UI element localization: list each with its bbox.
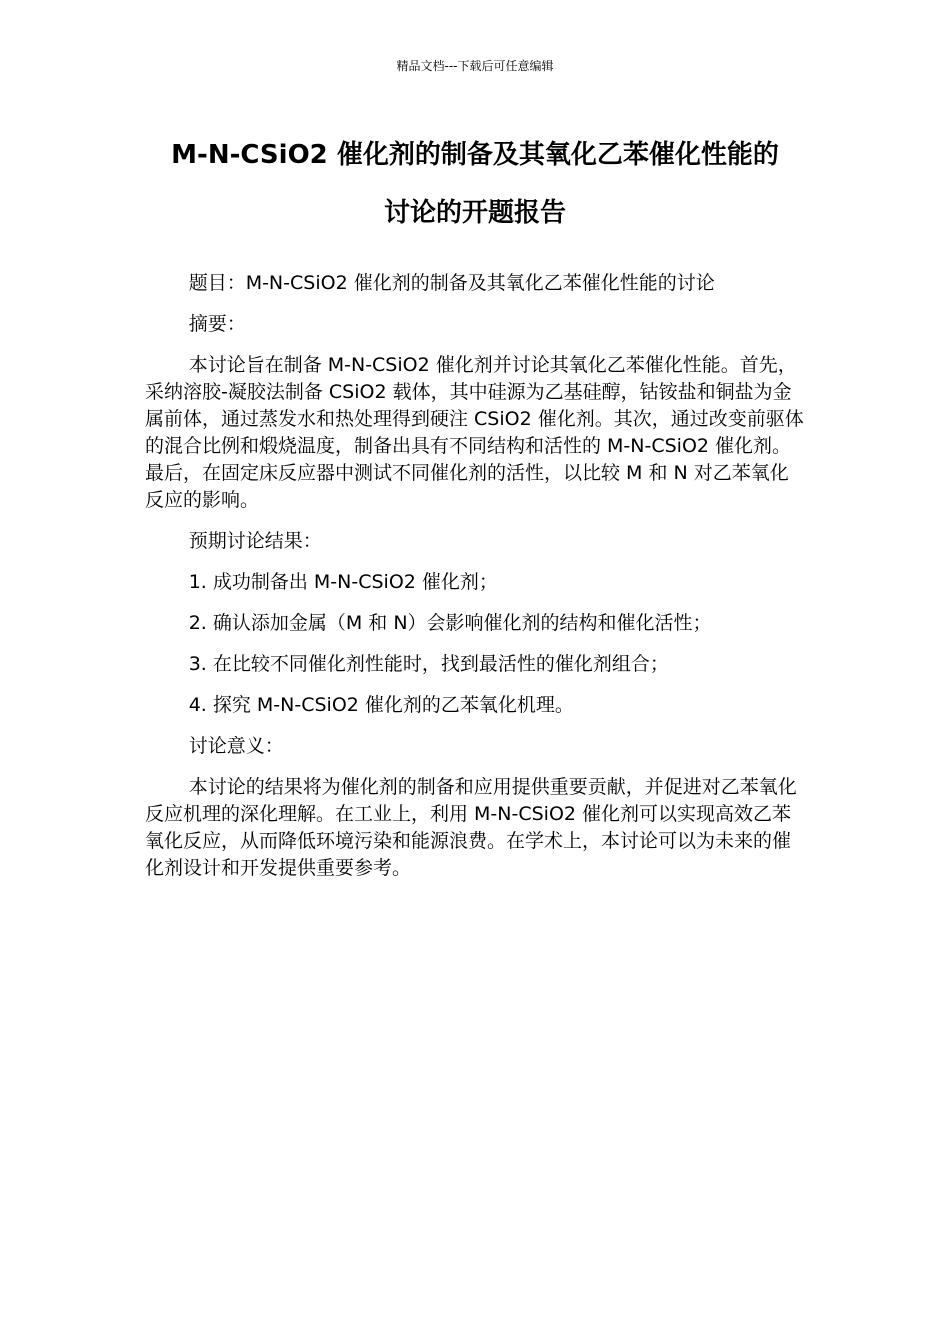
result-item: 3. 在比较不同催化剂性能时，找到最活性的催化剂组合； [188, 653, 669, 675]
topic-paragraph: 题目：M-N-CSiO2 催化剂的制备及其氧化乙苯催化性能的讨论 [188, 272, 715, 294]
abstract-label: 摘要： [188, 313, 246, 335]
expected-results-label: 预期讨论结果： [188, 530, 322, 552]
document-title-line-1: M-N-CSiO2 催化剂的制备及其氧化乙苯催化性能的 [171, 140, 779, 170]
result-item: 4. 探究 M-N-CSiO2 催化剂的乙苯氧化机理。 [188, 694, 574, 716]
document-title-line-2: 讨论的开题报告 [383, 198, 566, 228]
significance-label: 讨论意义： [188, 735, 284, 757]
abstract-paragraph: 本讨论旨在制备 M-N-CSiO2 催化剂并讨论其氧化乙苯催化性能。首先，采纳溶胶-凝胶法制备 CSiO2 载体，其中硅源为乙基硅醇，钴铵盐和铜盐为金属前体，通过蒸发水和热处理得到硬注 CSiO2 催化剂。其次，通过改变前驱体的混合比例和煅烧温度，制备出具有不同结构和活性的 M-N-CSiO2 催化剂。最后，在固定床反应器中测试不同催化剂的活性，以比较 M 和 N 对乙苯氧化反应的影响。 [145, 354, 804, 511]
significance-paragraph: 本讨论的结果将为催化剂的制备和应用提供重要贡献，并促进对乙苯氧化反应机理的深化理解。在工业上，利用 M-N-CSiO2 催化剂可以实现高效乙苯氧化反应，从而降低环境污染和能源浪费。在学术上，本讨论可以为未来的催化剂设计和开发提供重要参考。 [145, 776, 797, 879]
document-body [145, 270, 807, 882]
result-item: 1. 成功制备出 M-N-CSiO2 催化剂； [188, 571, 498, 593]
page-header-note: 精品文档---下载后可任意编辑 [396, 59, 554, 73]
result-item: 2. 确认添加金属（M 和 N）会影响催化剂的结构和催化活性； [188, 612, 712, 634]
